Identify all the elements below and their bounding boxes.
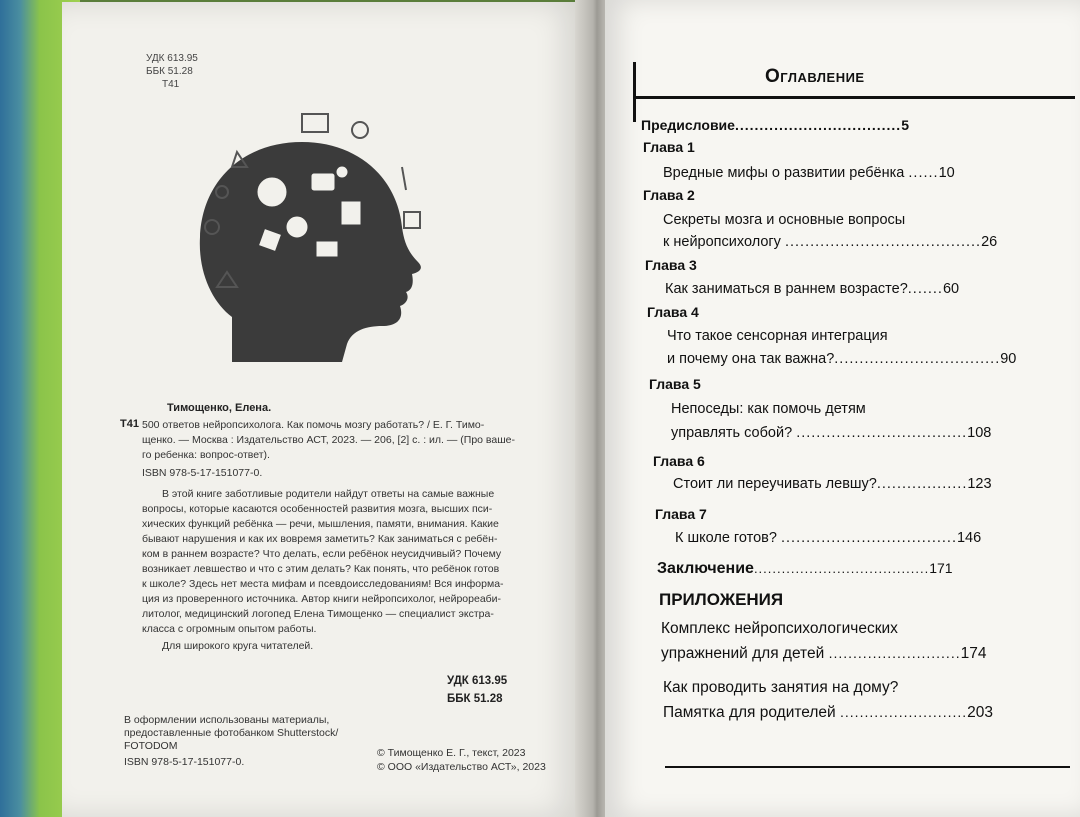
tablet-icon <box>404 212 420 228</box>
title-rule <box>635 96 1075 99</box>
annotation-line: бывают нарушения и как их вовремя заметить? Как заниматься с ребён- <box>142 533 498 545</box>
toc-chapter-1: Глава 1 <box>643 139 695 155</box>
toc-chapter-4: Глава 4 <box>647 304 699 320</box>
catalog-mark: Т41 <box>120 418 139 430</box>
annotation-line: ком в раннем возрасте? Что делать, если ребёнок неусидчивый? Почему <box>142 548 502 560</box>
udk-block-top <box>146 52 198 91</box>
toc-entry-appendix-2: Памятка для родителей ..........................203 <box>663 704 994 721</box>
child-head-silhouette-icon <box>200 142 421 362</box>
head-illustration <box>192 112 432 372</box>
toc-chapter-7: Глава 7 <box>655 506 707 522</box>
author-name: Тимощенко, Елена. <box>167 402 272 414</box>
copyright-page <box>62 2 582 817</box>
toc-entry-conclusion: Заключение......................................171 <box>657 560 953 577</box>
design-note-line: В оформлении использованы материалы, <box>124 714 330 726</box>
udk-block-bottom <box>447 672 507 708</box>
catalog-line: щенко. — Москва : Издательство АСТ, 2023. — 206, [2] с. : ил. — (Про ваше- <box>142 434 515 446</box>
toc-entry-appendix-2-line1: Как проводить занятия на дому? <box>663 679 899 696</box>
author-mark: Т41 <box>162 79 180 90</box>
toc-entry-chapter-7: К школе готов? ...................................146 <box>675 530 982 546</box>
toc-entry-chapter-2-line1: Секреты мозга и основные вопросы <box>663 212 906 228</box>
bottom-rule <box>665 766 1070 768</box>
toc-appendix-heading: ПРИЛОЖЕНИЯ <box>659 590 784 609</box>
toc-entry-chapter-2: к нейропсихологу .......................................26 <box>663 234 998 250</box>
annotation-line: класса с огромным опытом работы. <box>142 623 317 635</box>
toc-entry-appendix-1: упражнений для детей ...........................174 <box>661 645 987 662</box>
toc-chapter-6: Глава 6 <box>653 453 705 469</box>
annotation-line: к школе? Здесь нет места мифам и псевдоисследованиям! Вся информа- <box>142 578 504 590</box>
toc-title: Оглавление <box>765 66 865 87</box>
brain-gear-icon <box>258 178 286 206</box>
open-book <box>40 0 1080 817</box>
isbn-bottom: ISBN 978-5-17-151077-0. <box>124 756 245 768</box>
toc-entry-appendix-1-line1: Комплекс нейропсихологических <box>661 620 898 637</box>
toc-chapter-3: Глава 3 <box>645 257 697 273</box>
isbn-line: ISBN 978-5-17-151077-0. <box>142 467 263 479</box>
udk-line: УДК 613.95 <box>447 675 508 687</box>
brain-book-icon <box>317 242 337 256</box>
brain-dot-icon <box>337 167 347 177</box>
audience-line: Для широкого круга читателей. <box>162 640 314 652</box>
toc-entry-chapter-5-line1: Непоседы: как помочь детям <box>671 401 866 417</box>
bulb-icon <box>352 122 368 138</box>
annotation-line: В этой книге заботливые родители найдут ответы на самые важные <box>162 488 495 500</box>
catalog-line: 500 ответов нейропсихолога. Как помочь мозгу работать? / Е. Г. Тимо- <box>142 419 485 431</box>
brain-screen-icon <box>312 174 334 190</box>
design-note <box>124 714 384 753</box>
contents-page <box>605 0 1080 817</box>
toc-entry-chapter-4: и почему она так важна?.................................90 <box>667 351 1017 367</box>
annotation-line: литолог, медицинский логопед Елена Тимощенко — специалист экстра- <box>142 608 494 620</box>
annotation-line: возникает левшество и что с этим делать? Как понять, что ребёнок готов <box>142 563 500 575</box>
toc-entry-chapter-1: Вредные мифы о развитии ребёнка ......10 <box>663 165 955 181</box>
copyright-line: © ООО «Издательство АСТ», 2023 <box>377 761 546 773</box>
catalog-description <box>142 418 562 654</box>
bbk-line: ББК 51.28 <box>146 66 193 77</box>
brain-document-icon <box>342 202 360 224</box>
annotation-line: хических функций ребёнка — речи, мышления, памяти, внимания. Какие <box>142 518 499 530</box>
annotation-line: вопросы, которые касаются особенностей развития мозга, высших пси- <box>142 503 493 515</box>
design-note-line: FOTODOM <box>124 740 178 752</box>
pencil-icon <box>402 167 406 190</box>
annotation-line: ция из проверенного источника. Автор книги нейропсихолог, нейрореаби- <box>142 593 502 605</box>
udk-line: УДК 613.95 <box>146 53 198 64</box>
toc-entry-preface: Предисловие..................................5 <box>641 117 909 133</box>
design-note-line: предоставленные фотобанком Shutterstock/ <box>124 727 339 739</box>
bbk-line: ББК 51.28 <box>447 693 503 705</box>
catalog-line: го ребенка: вопрос-ответ). <box>142 449 270 461</box>
toc-chapter-5: Глава 5 <box>649 376 701 392</box>
toc-chapter-2: Глава 2 <box>643 187 695 203</box>
title-rule-vertical <box>633 62 636 122</box>
toc-entry-chapter-3: Как заниматься в раннем возрасте?.......60 <box>665 281 960 297</box>
book-icon <box>302 114 328 132</box>
copyright-block <box>377 746 546 774</box>
copyright-line: © Тимощенко Е. Г., текст, 2023 <box>377 747 526 759</box>
brain-bulb-icon <box>287 217 307 237</box>
toc-entry-chapter-5: управлять собой? ..................................108 <box>671 425 992 441</box>
toc-entry-chapter-4-line1: Что такое сенсорная интеграция <box>667 328 888 344</box>
toc-entry-chapter-6: Стоит ли переучивать левшу?..................123 <box>673 476 992 492</box>
